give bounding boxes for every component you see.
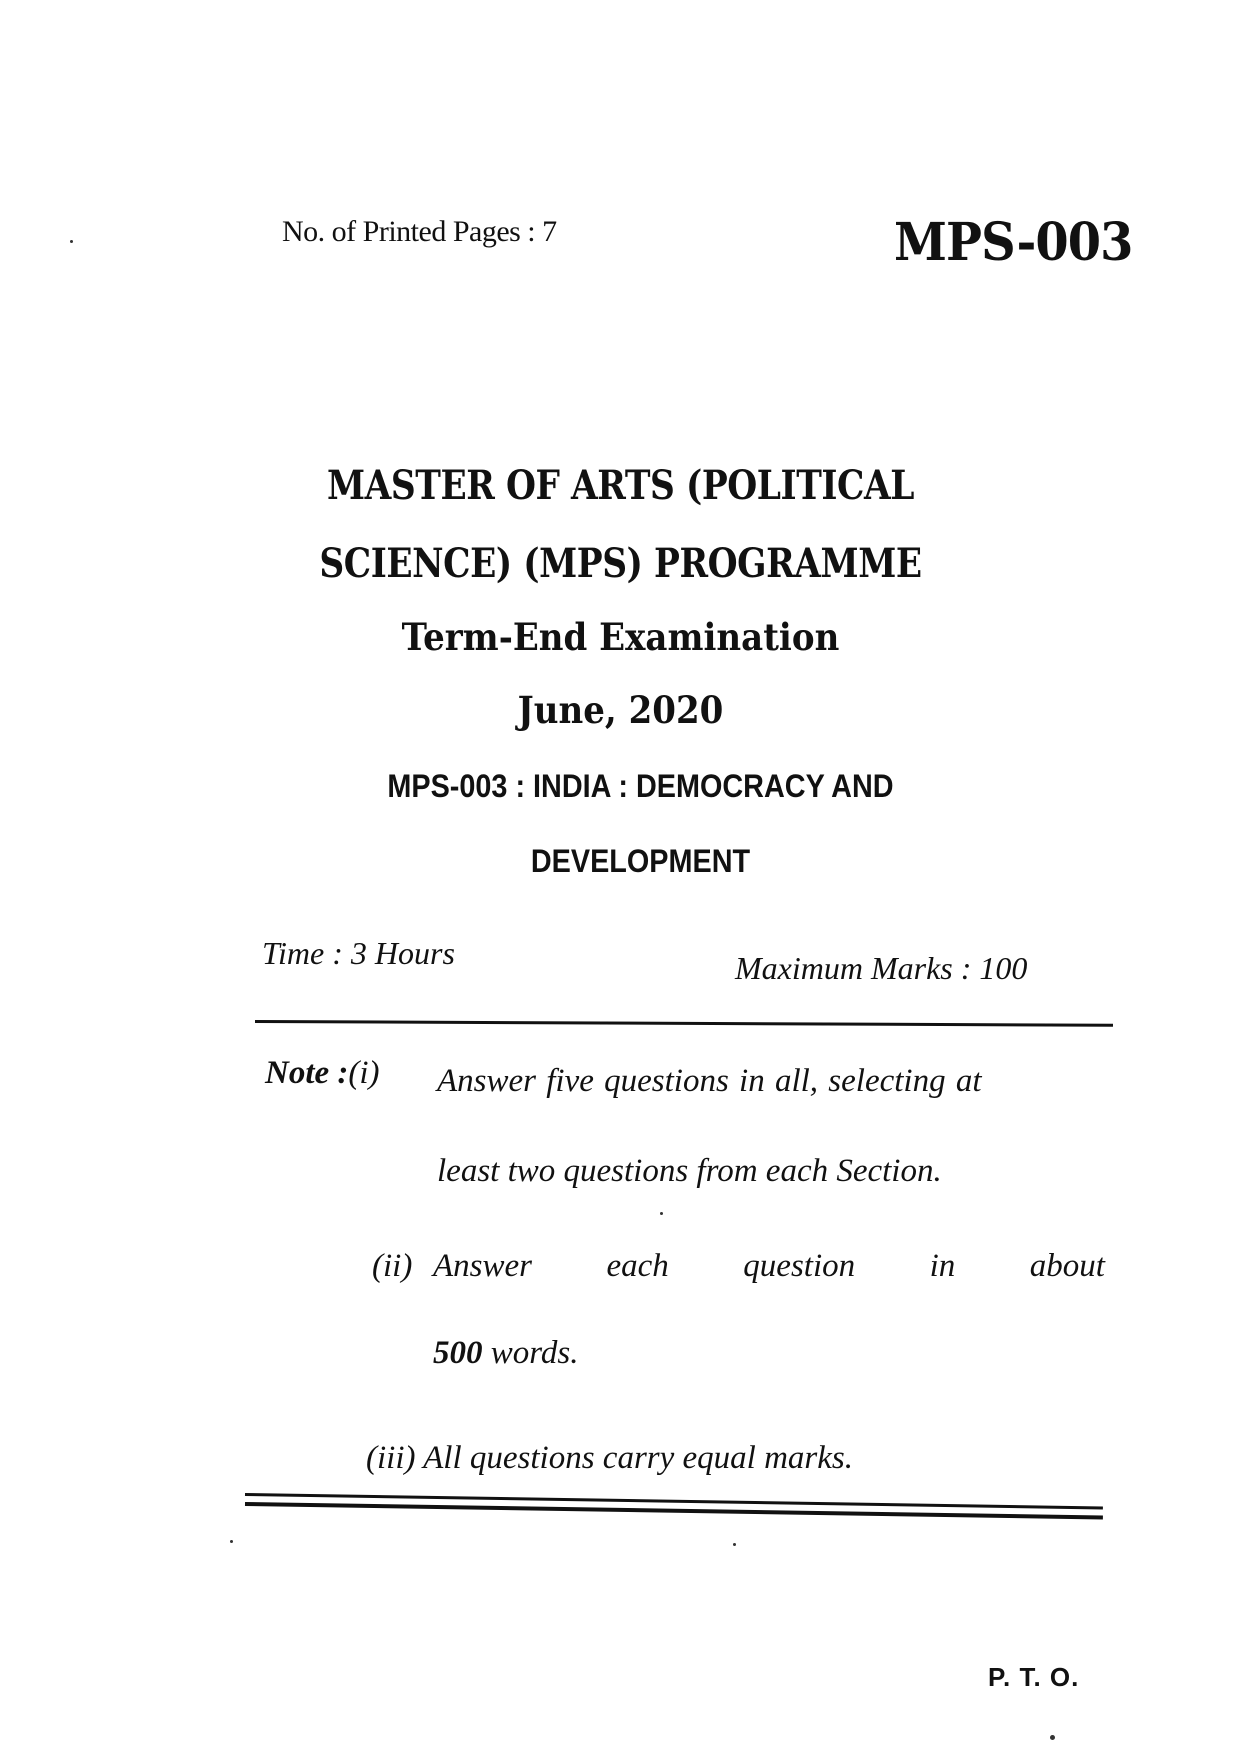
subject-title-line-1: MPS-003 : INDIA : DEMOCRACY AND [387, 768, 894, 804]
exam-session: June, 2020 [517, 688, 724, 732]
subject-title-line-2: DEVELOPMENT [530, 843, 751, 879]
note-word: about [1029, 1248, 1105, 1284]
note-item-1-line-2: least two questions from each Section. [437, 1153, 942, 1189]
divider-rule [255, 1020, 1113, 1027]
scan-speck [70, 240, 73, 243]
please-turn-over: P. T. O. [988, 1662, 1080, 1692]
programme-title-line-2: SCIENCE) (MPS) PROGRAMME [319, 540, 922, 587]
note-word: in [929, 1248, 956, 1284]
course-code: MPS-003 [894, 212, 1133, 273]
note-item-number-2: (ii) [372, 1248, 413, 1284]
scan-speck [660, 1212, 663, 1215]
word-count-unit: words. [482, 1335, 579, 1371]
exam-duration: Time : 3 Hours [262, 935, 455, 971]
scan-speck [733, 1543, 736, 1546]
printed-pages-count: No. of Printed Pages : 7 [282, 215, 557, 248]
note-item-2-line-1 [433, 1248, 1105, 1285]
programme-title-line-1: MASTER OF ARTS (POLITICAL [326, 462, 915, 509]
note-item-number-3: (iii) [366, 1440, 416, 1476]
note-item-3-text: All questions carry equal marks. [423, 1440, 854, 1476]
scan-speck [1050, 1735, 1055, 1740]
note-item-2-line-2 [433, 1335, 578, 1372]
note-item-number-1: (i) [348, 1055, 380, 1091]
word-count: 500 [433, 1335, 483, 1371]
note-item-3 [366, 1440, 853, 1477]
note-word: question [743, 1248, 856, 1284]
note-word: each [606, 1248, 669, 1284]
note-label [265, 1055, 380, 1092]
scan-speck [230, 1540, 233, 1543]
note-word: Answer [433, 1248, 532, 1284]
exam-type: Term-End Examination [401, 615, 840, 659]
note-heading: Note : [265, 1055, 349, 1091]
maximum-marks: Maximum Marks : 100 [735, 950, 1028, 986]
note-item-1-line-1: Answer five questions in all, selecting at [437, 1063, 982, 1099]
